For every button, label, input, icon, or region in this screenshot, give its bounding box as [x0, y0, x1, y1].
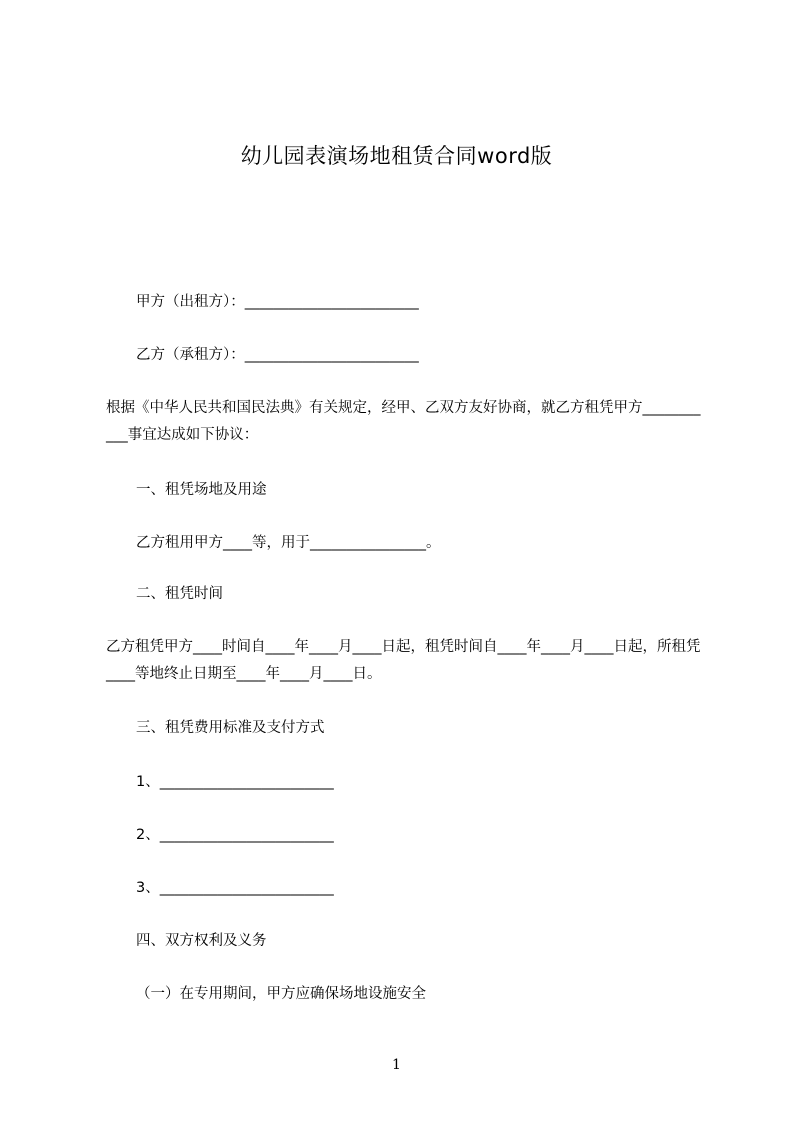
party-a-line: 甲方（出租方）：________________________ — [136, 294, 419, 310]
section-4-heading: 四、双方权利及义务 — [136, 933, 267, 949]
section-4-sub-1: （一）在专用期间，甲方应确保场地设施安全 — [136, 986, 426, 1002]
section-1-heading: 一、租凭场地及用途 — [136, 482, 267, 498]
fee-item-1: 1、________________________ — [136, 774, 334, 790]
fee-item-2: 2、________________________ — [136, 827, 334, 843]
party-b-line: 乙方（承租方）：________________________ — [136, 347, 419, 363]
page-number: 1 — [392, 1057, 401, 1073]
fee-item-3: 3、________________________ — [136, 880, 334, 896]
section-3-heading: 三、租凭费用标准及支付方式 — [136, 720, 325, 736]
section-1-body: 乙方租用甲方____等，用于________________。 — [136, 535, 441, 551]
intro-paragraph: 根据《中华人民共和国民法典》有关规定，经甲、乙双方友好协商，就乙方租凭甲方___________事宜达成如下协议： — [106, 400, 701, 443]
document-title: 幼儿园表演场地租赁合同word版 — [240, 144, 553, 168]
section-2-heading: 二、租凭时间 — [136, 586, 223, 602]
section-2-body: 乙方租凭甲方____时间自____年____月____日起，租凭时间自____年____月____日起，所租凭____等地终止日期至____年____月____日。 — [106, 639, 701, 682]
